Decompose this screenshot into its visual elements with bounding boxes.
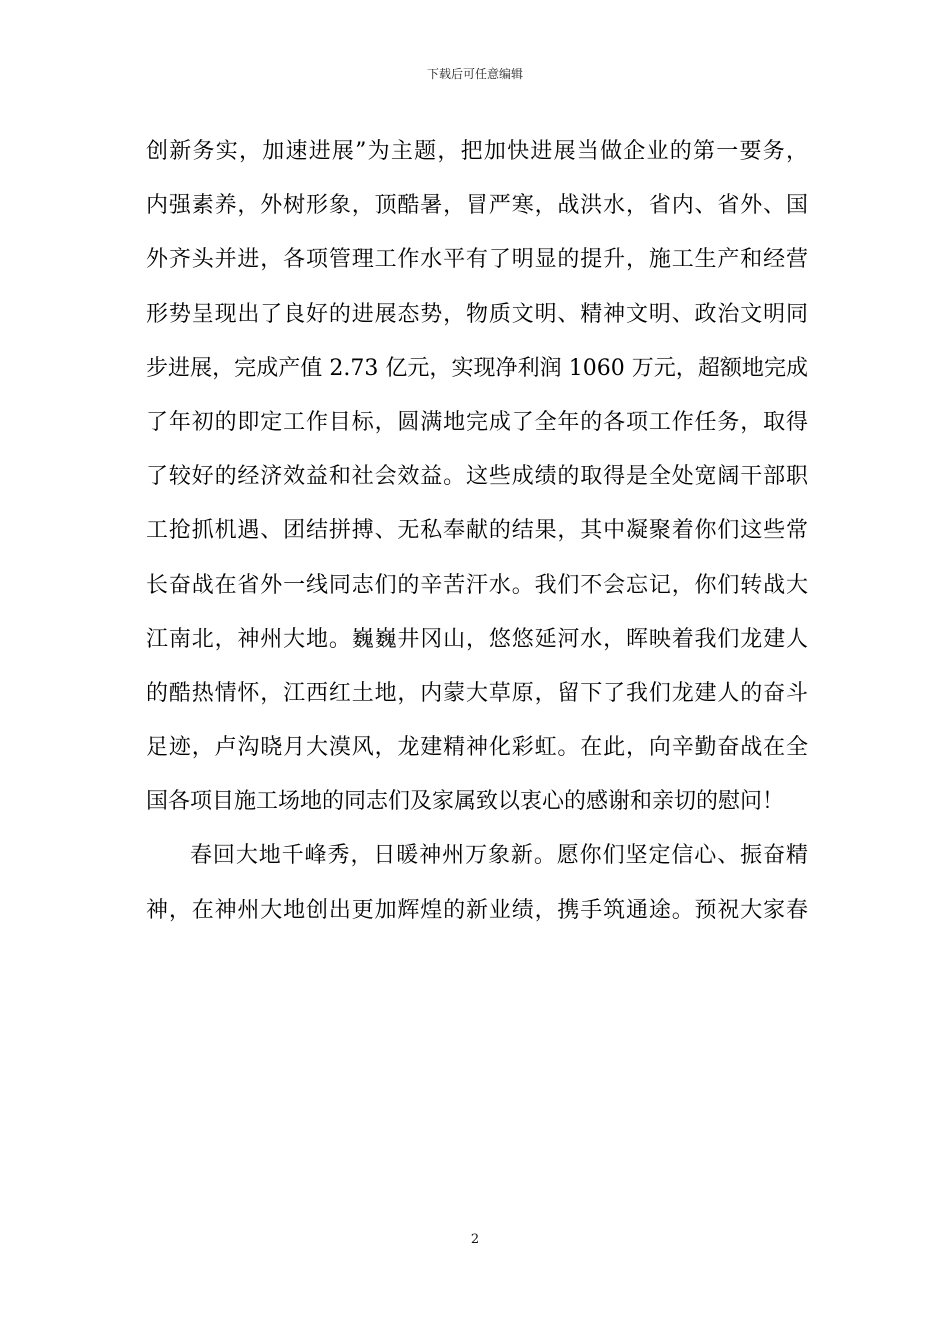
text-line: 工抢抓机遇、团结拼搏、无私奉献的结果，其中凝聚着你们这些常 bbox=[146, 518, 808, 544]
text-line: 外齐头并进，各项管理工作水平有了明显的提升，施工生产和经营 bbox=[146, 247, 808, 273]
body-text bbox=[146, 125, 808, 938]
text-line: 国各项目施工场地的同志们及家属致以衷心的感谢和亲切的慰问！ bbox=[146, 789, 785, 815]
text-line: 内强素养，外树形象，顶酷暑，冒严寒，战洪水，省内、省外、国 bbox=[146, 193, 808, 219]
text-line: 了较好的经济效益和社会效益。这些成绩的取得是全处宽阔干部职 bbox=[146, 464, 808, 490]
text-line: 创新务实，加速进展”为主题，把加快进展当做企业的第一要务， bbox=[146, 139, 808, 164]
text-line: 形势呈现出了良好的进展态势，物质文明、精神文明、政治文明同 bbox=[146, 301, 808, 327]
page-header: 下载后可任意编辑 bbox=[426, 67, 523, 81]
text-line: 春回大地千峰秀，日暖神州万象新。愿你们坚定信心、振奋精 bbox=[190, 843, 808, 869]
text-line: 江南北，神州大地。巍巍井冈山，悠悠延河水，晖映着我们龙建人 bbox=[146, 626, 808, 652]
text-line: 神，在神州大地创出更加辉煌的新业绩，携手筑通途。预祝大家春 bbox=[146, 897, 808, 923]
page-number: 2 bbox=[470, 1232, 480, 1247]
text-line: 了年初的即定工作目标，圆满地完成了全年的各项工作任务，取得 bbox=[146, 409, 808, 435]
text-line: 的酷热情怀，江西红土地，内蒙大草原，留下了我们龙建人的奋斗 bbox=[146, 680, 808, 706]
text-line: 步进展，完成产值 2.73 亿元，实现净利润 1060 万元，超额地完成 bbox=[146, 355, 808, 381]
text-line: 长奋战在省外一线同志们的辛苦汗水。我们不会忘记，你们转战大 bbox=[146, 572, 808, 598]
text-line: 足迹，卢沟晓月大漠风，龙建精神化彩虹。在此，向辛勤奋战在全 bbox=[146, 735, 808, 761]
